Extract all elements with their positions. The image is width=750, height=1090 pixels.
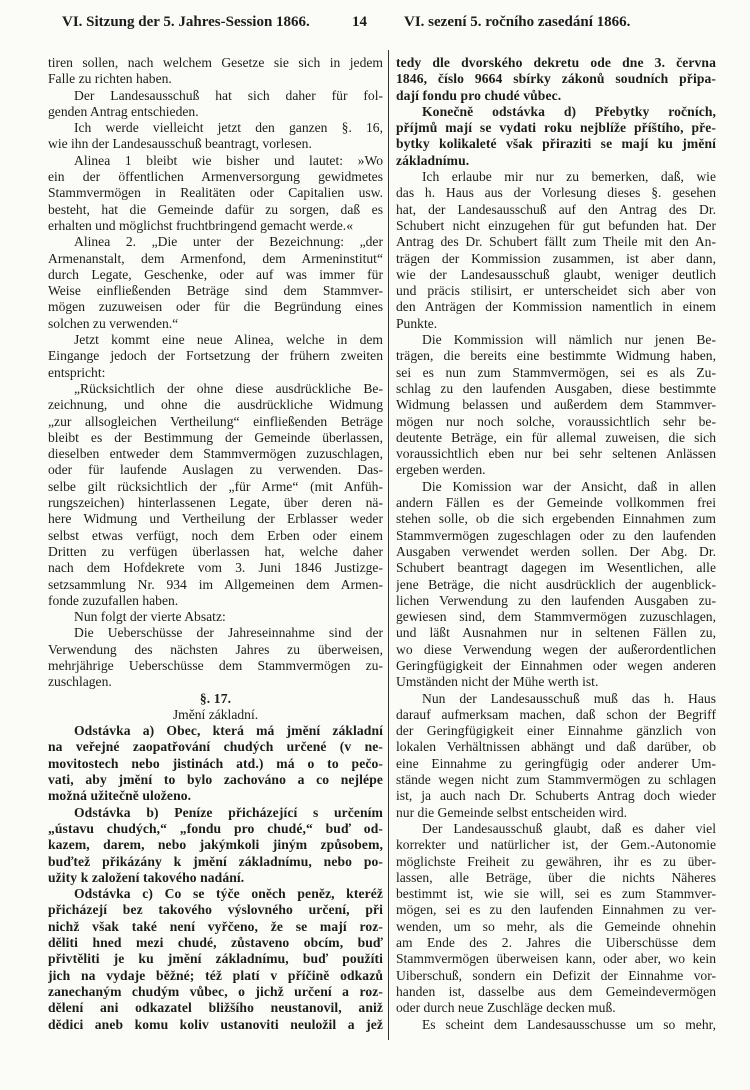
text-line: nur die Gemeinde selbst entscheiden wird. <box>396 804 628 820</box>
text-line: Schubert nicht einzugehen für gut befunden hat. Der <box>396 217 716 233</box>
text-line: užity k založení takového nadání. <box>48 869 245 885</box>
text-line: mögen nur noch solche, voraussichtlich sehr be- <box>396 413 716 429</box>
paragraph <box>396 104 716 169</box>
text-line: Alinea 2. „Die unter der Bezeichnung: „der <box>74 234 383 250</box>
text-line: Odstávka c) Co se týče oněch peněz, kteréž <box>74 886 383 902</box>
running-header-german: VI. Sitzung der 5. Jahres-Session 1866. <box>62 14 310 30</box>
section-heading <box>48 691 383 707</box>
text-line: movitostech nebo jistinách atd.) má o to pečo- <box>48 755 383 771</box>
text-line: „ústavu chudých,“ „fondu pro chudé,“ buď od- <box>48 820 383 836</box>
text-line: andern Fällen es der Gemeinde vollkommen frei <box>396 495 716 511</box>
page-number: 14 <box>352 14 367 30</box>
text-line: Die Komission war der Ansicht, daß in allen <box>422 478 716 494</box>
section-heading <box>48 707 383 723</box>
text-line: Nun folgt der vierte Absatz: <box>74 609 226 625</box>
text-line: und läßt Ausnahmen nur in seltenen Fällen zu, <box>396 625 716 641</box>
text-line: schlag zu den laufenden Ausgaben, diese bestimmte <box>396 380 716 396</box>
paragraph <box>396 55 716 104</box>
text-line: Ich erlaube mir nur zu bemerken, daß, wie <box>422 169 716 185</box>
text-line: Odstávka b) Peníze přicházející s určením <box>74 804 383 820</box>
text-line: hat, der Landesausschuß auf den Antrag des Dr. <box>396 201 716 217</box>
text-line: selbst etwas verfügt, noch dem Erben oder einem <box>48 527 383 543</box>
text-line: mögen, sei es zu den laufenden Einnahmen zu ver- <box>396 902 716 918</box>
paragraph <box>48 805 383 886</box>
text-line: handen ist, dasselbe aus dem Gemeindevermögen <box>396 983 716 999</box>
text-line: mögen zuzuweisen oder für die Begründung eines <box>48 299 383 315</box>
text-line: Die Ueberschüsse der Jahreseinnahme sind der <box>74 625 383 641</box>
text-line: ein der öffentlichen Armenversorgung gewidmetes <box>48 169 383 185</box>
text-line: Stammvermögen zugeschlagen oder zu den laufenden <box>396 527 716 543</box>
text-line: Armenanstalt, dem Armenfond, dem Armeninstitut“ <box>48 250 383 266</box>
text-line: bestimmt ist, wie sie will, sei es zum Stammver- <box>396 886 716 902</box>
text-line: here Widmung und Vertheilung der Erblasser weder <box>48 511 383 527</box>
paragraph <box>48 234 383 332</box>
text-line: fonde zuzufallen haben. <box>48 592 179 608</box>
text-line: lichen Verwendung zu den laufenden Ausgaben zu- <box>396 592 716 608</box>
text-line: buďtež přikázány k jmění základnímu, nebo po- <box>48 853 383 869</box>
column-divider <box>388 50 389 1040</box>
text-line: besteht, hat die Gemeinde dafür zu sorgen, daß es <box>48 201 383 217</box>
text-line: und präcis stilisirt, er unterscheidet sich aber von <box>396 283 716 299</box>
text-line: Dritten zu verfügen überlassen hat, welche daher <box>48 543 383 559</box>
text-line: möglichste Freiheit zu gewähren, ihr es zu über- <box>396 853 716 869</box>
paragraph <box>48 609 383 625</box>
text-line: dají fondu pro chudé vůbec. <box>396 87 562 103</box>
text-line: Der Landesausschuß hat sich daher für fol- <box>74 87 383 103</box>
text-line: wo diese Verwendung wegen der außerordentlichen <box>396 641 716 657</box>
text-line: Stammvermögen in Realitäten oder Capitalien usw. <box>48 185 383 201</box>
paragraph <box>48 332 383 381</box>
text-line: Verwendung des nächsten Jahres zu überweisen, <box>48 641 383 657</box>
text-line: darauf aufmerksam machen, daß schon der Begriff <box>396 706 716 722</box>
text-line: Stammvermögen überweisen kann, oder aber, wo kein <box>396 951 716 967</box>
paragraph <box>48 88 383 121</box>
text-line: jich na vydaje běžné; též platí v příčině odkazů <box>48 967 383 983</box>
text-line: wie der Landesausschuß glaubt, weniger deutlich <box>396 266 716 282</box>
paragraph <box>48 55 383 88</box>
paragraph <box>48 381 383 609</box>
text-line: příjmů mají se vydati roku nejblíže příštího, pře- <box>396 120 716 136</box>
text-line: rungszeichen) hinterlassenen Legate, über deren nä- <box>48 495 383 511</box>
text-line: erhalten und möglichst fruchtbringend gemacht werde.« <box>48 217 354 233</box>
text-line: Ausgaben verwendet werden sollen. Der Abg. Dr. <box>396 543 716 559</box>
text-line: Widmung belassen und außerdem dem Stammver- <box>396 397 716 413</box>
text-line: lassen, alle Beträge, über die nichts Näheres <box>396 869 716 885</box>
text-line: bytky kolikaleté však přiraziti se mají ku jmění <box>396 136 716 152</box>
paragraph <box>396 332 716 479</box>
text-line: dědici aneb komu koliv ustanoviti neuložil a jež <box>48 1016 383 1032</box>
text-line: bleibt es der Bestimmung der Gemeinde überlassen, <box>48 429 383 445</box>
text-line: den Anträgen der Kommission namentlich in einem <box>396 299 716 315</box>
text-line: 1846, číslo 9664 sbírky zákonů soudních připa- <box>396 71 716 87</box>
text-line: na veřejné zaopatřování chudých určené (v ne- <box>48 739 383 755</box>
paragraph <box>48 153 383 234</box>
text-line: am Ende des 2. Jahres die Uiberschüsse dem <box>396 935 716 951</box>
text-line: zuschlagen. <box>48 674 112 690</box>
text-line: oder für laufende Auslagen zu verwenden. Das- <box>48 462 383 478</box>
paragraph <box>48 625 383 690</box>
text-line: Falle zu richten haben. <box>48 71 172 87</box>
text-line: Es scheint dem Landesausschusse um so mehr, <box>422 1016 716 1032</box>
text-line: trägen, die bereits eine bestimmte Widmung haben, <box>396 348 716 364</box>
text-line: Uiberschuß, sondern ein Defizit der Einnahme vor- <box>396 967 716 983</box>
text-line: Odstávka a) Obec, která má jmění základní <box>74 723 383 739</box>
text-line: nach dem Hofdekrete vom 3. Juni 1846 Justizge- <box>48 560 383 576</box>
text-line: přicházejí bez takového výslovného určení, při <box>48 902 383 918</box>
paragraph <box>396 479 716 691</box>
text-line: Geringfügigkeit der Einnahmen oder wegen anderen <box>396 657 716 673</box>
text-line: selbe gilt rücksichtlich der „für Arme“ (mit Anfüh- <box>48 478 383 494</box>
text-line: wie ihn der Landesausschuß beantragt, vorlesen. <box>48 136 312 152</box>
text-line: das h. Haus aus der Vorlesung dieses §. gesehen <box>396 185 716 201</box>
text-line: §. 17. <box>199 690 232 706</box>
text-line: oder durch neue Zuschläge decken muß. <box>396 1000 616 1016</box>
text-line: korrekter und natürlicher ist, der Gem.-Autonomie <box>396 837 716 853</box>
text-line: Umständen nicht der Mühe werth ist. <box>396 674 599 690</box>
text-line: deutente Beträge, ein für allemal zuweisen, die sich <box>396 429 716 445</box>
text-line: „Rücksichtlich der ohne diese ausdrückliche Be- <box>74 380 383 396</box>
text-line: tiren sollen, nach welchem Gesetze sie sich in jedem <box>48 55 383 70</box>
paragraph <box>48 886 383 1033</box>
text-line: Ich werde vielleicht jetzt den ganzen §. 16, <box>74 120 383 136</box>
text-line: setzsammlung Nr. 934 im Allgemeinen dem Armen- <box>48 576 383 592</box>
text-line: Nun der Landesausschuß muß das h. Haus <box>422 690 716 706</box>
paragraph <box>48 120 383 153</box>
text-line: Jetzt kommt eine neue Alinea, welche in dem <box>74 332 383 348</box>
text-line: základnímu. <box>396 152 470 168</box>
paragraph <box>48 723 383 804</box>
text-line: nichž však také není vyřčeno, že se mají roz- <box>48 918 383 934</box>
text-line: Alinea 1 bleibt wie bisher und lautet: »Wo <box>74 152 383 168</box>
text-line: Die Kommission will nämlich nur jenen Be- <box>422 332 716 348</box>
text-line: stehen solle, ob die sich ergebenden Einnahmen zum <box>396 511 716 527</box>
text-line: eine Einnahme zu geringfügig oder anderer Um- <box>396 755 716 771</box>
text-line: voraussichtlich eben nur bei sehr seltenen Anlässen <box>396 446 716 462</box>
text-line: ist, ja auch nach Dr. Schuberts Antrag doch wieder <box>396 788 716 804</box>
text-line: wenden, um so mehr, als die Gemeinde ohnehin <box>396 918 716 934</box>
text-line: stände wegen nicht zum Stammvermögen zu schlagen <box>396 772 716 788</box>
text-line: ergeben werden. <box>396 462 486 478</box>
text-line: Antrag des Dr. Schubert fällt zum Theile mit den An- <box>396 234 716 250</box>
paragraph <box>396 169 716 332</box>
text-line: genden Antrag entschieden. <box>48 103 199 119</box>
text-line: Eingange jedoch der Fortsetzung der frühern zweiten <box>48 348 383 364</box>
text-line: kazem, darem, nebo jakýmkoli jiným způsobem, <box>48 837 383 853</box>
text-line: lokalen Verhältnissen abhängt und daß darüber, ob <box>396 739 716 755</box>
text-line: Jmění základní. <box>172 706 259 722</box>
running-header-czech: VI. sezení 5. ročního zasedání 1866. <box>404 14 631 30</box>
text-line: dělení ani odkazatel bližšího neustanovil, aniž <box>48 1000 383 1016</box>
text-line: durch Legate, Geschenke, oder auf was immer für <box>48 266 383 282</box>
text-line: možná užitečně uloženo. <box>48 788 192 804</box>
text-line: Schubert beantragt dagegen im Wesentlichen, alle <box>396 560 716 576</box>
text-line: přivtěliti je ku jmění základnímu, buď použíti <box>48 951 383 967</box>
text-line: Weise einfließenden Beträge sind dem Stammver- <box>48 283 383 299</box>
paragraph <box>396 691 716 821</box>
paragraph <box>396 821 716 1017</box>
text-line: trägen der Kommission zusammen, ist aber dann, <box>396 250 716 266</box>
text-line: entspricht: <box>48 364 106 380</box>
text-line: jene Beträge, die nicht ausdrücklich der augenblick- <box>396 576 716 592</box>
text-line: tedy dle dvorského dekretu ode dne 3. června <box>396 55 716 70</box>
text-line: gewiesen sind, dem Stammvermögen zuzuschlagen, <box>396 609 716 625</box>
text-line: sei es nun zum Stammvermögen, sei es als Zu- <box>396 364 716 380</box>
text-line: děliti hned mezi chudé, zůstaveno obcím, buď <box>48 935 383 951</box>
text-line: „zur allsogleichen Vertheilung“ einfließenden Beträge <box>48 413 383 429</box>
text-line: der Geringfügigkeit einer Einnahme gänzlich von <box>396 723 716 739</box>
right-column <box>396 55 716 1033</box>
text-line: zanechaným chudým vůbec, o jichž určení a roz- <box>48 983 383 999</box>
left-column <box>48 55 383 1033</box>
text-line: solchen zu verwenden.“ <box>48 315 179 331</box>
text-line: zeichnung, und ohne die ausdrückliche Widmung <box>48 397 383 413</box>
text-line: dieselben entweder dem Stammvermögen zuzuschlagen, <box>48 446 383 462</box>
text-line: mehrjährige Ueberschüsse dem Stammvermögen zu- <box>48 657 383 673</box>
paragraph <box>396 1017 716 1033</box>
text-line: Punkte. <box>396 315 438 331</box>
text-line: Der Landesausschuß glaubt, daß es daher viel <box>422 820 716 836</box>
text-line: Konečně odstávka d) Přebytky ročních, <box>422 103 716 119</box>
text-line: vati, aby jmění to bylo zachováno a co nejlépe <box>48 772 383 788</box>
